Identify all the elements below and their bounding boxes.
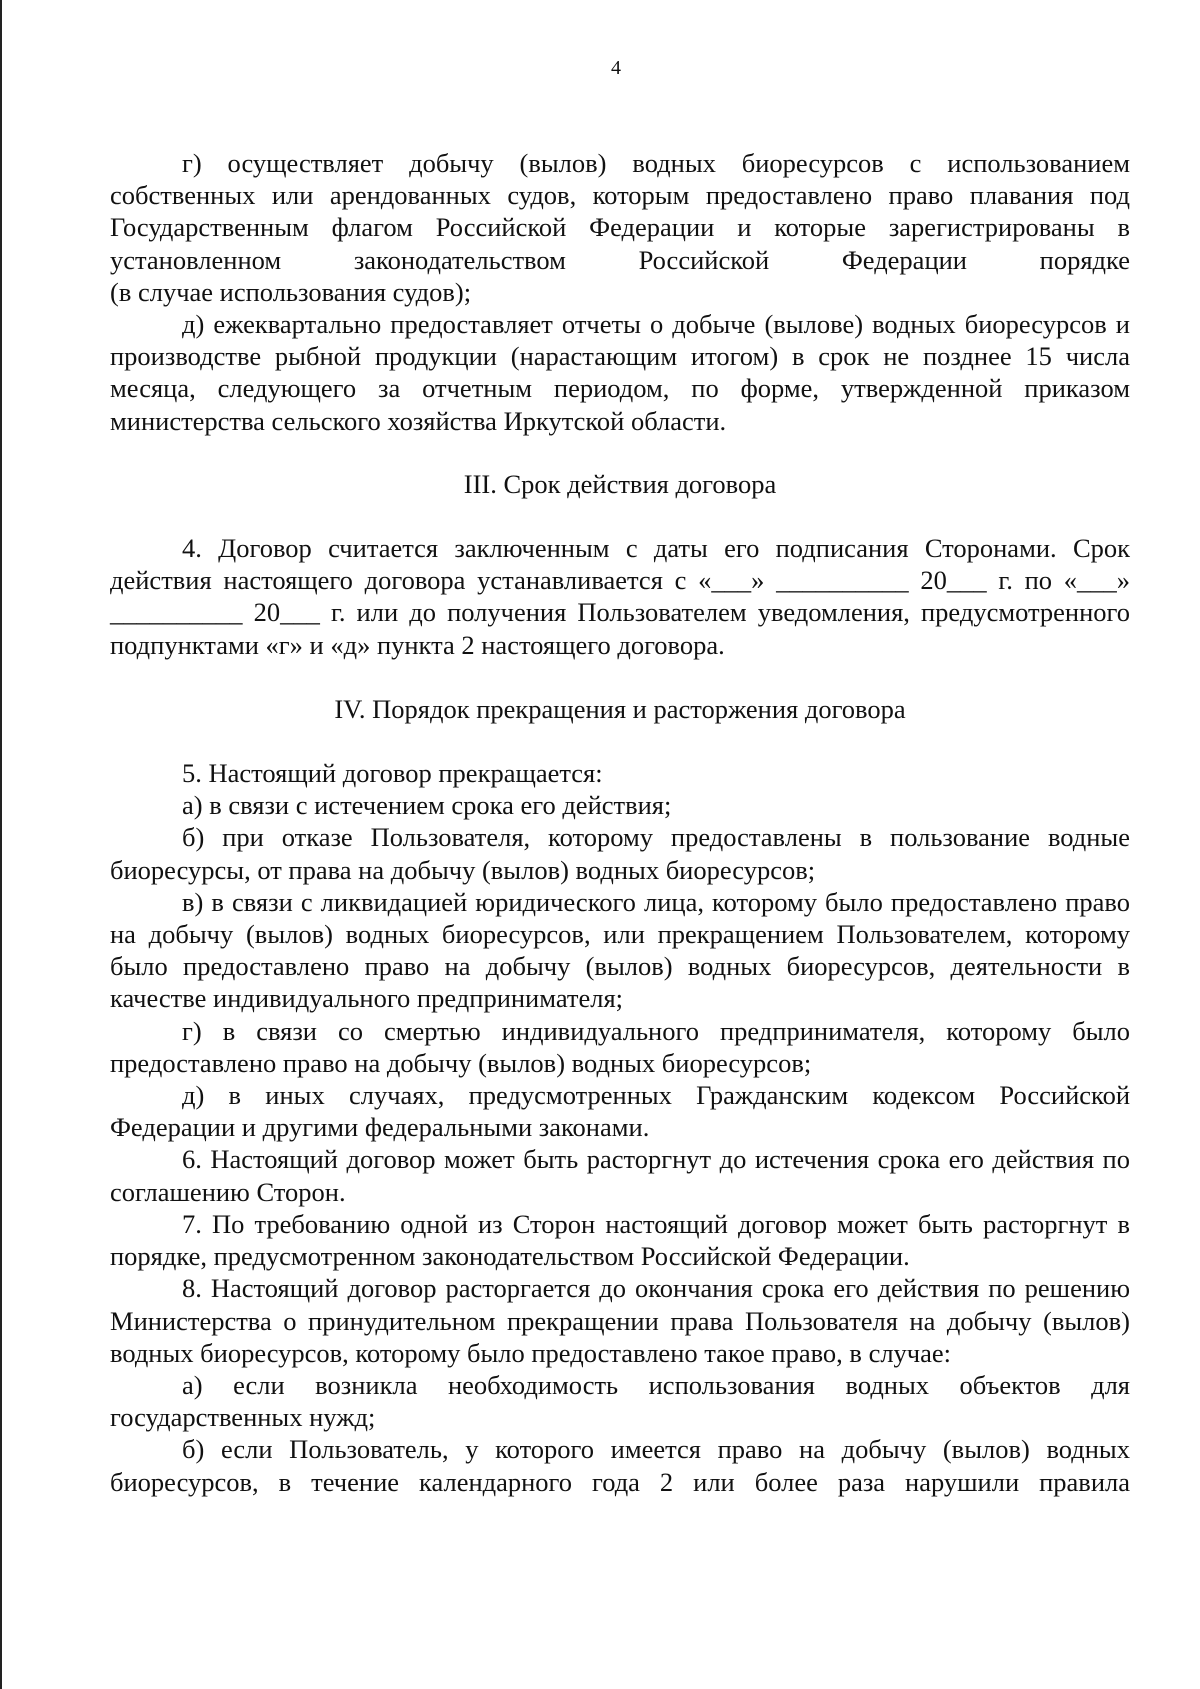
paragraph-item-d-reports: д) ежеквартально предоставляет отчеты о добыче (вылове) водных биоресурсов и производстве рыбной продукции (нарастающим итогом) в срок не позднее 15 числа месяца, следующего за отчетным периодом, по форме, утвержденной приказом министерства сельского хозяйства Иркутской области.: [110, 309, 1130, 436]
paragraph-5-termination: 5. Настоящий договор прекращается:: [182, 758, 603, 789]
paragraph-5b: б) при отказе Пользователя, которому предоставлены в пользование водные биоресурсы, от права на добычу (вылов) водных биоресурсов;: [110, 822, 1130, 885]
paragraph-8: 8. Настоящий договор расторгается до окончания срока его действия по решению Министерства о принудительном прекращении права Пользователя на добычу (вылов) водных биоресурсов, которому было предоставлено такое право, в случае:: [110, 1273, 1130, 1368]
paragraph-7: 7. По требованию одной из Сторон настоящий договор может быть расторгнут в порядке, предусмотренном законодательством Российской Федерации.: [110, 1208, 1130, 1272]
page-number: 4: [611, 57, 621, 79]
paragraph-5g: г) в связи со смертью индивидуального предпринимателя, которому было предоставлено право на добычу (вылов) водных биоресурсов;: [110, 1015, 1130, 1078]
paragraph-8a: а) если возникла необходимость использования водных объектов для государственных нужд;: [110, 1369, 1130, 1433]
paragraph-5a: а) в связи с истечением срока его действия;: [182, 790, 672, 821]
paragraph-4-term: 4. Договор считается заключенным с даты его подписания Сторонами. Срок действия настоящего договора устанавливается с «___» __________ 20___ г. по «___» __________ 20___ г. или до получения Пользователем уведомления, предусмотренного подпунктами «г» и «д» пункта 2 настоящего договора.: [110, 533, 1130, 660]
paragraph-item-g-vessels: г) осуществляет добычу (вылов) водных биоресурсов с использованием собственных или арендованных судов, которым предоставлено право плавания под Государственным флагом Российской Федерации и которые зарегистрированы в установленном законодательством Российской Федерации порядке: [110, 148, 1130, 275]
paragraph-8b: б) если Пользователь, у которого имеется право на добычу (вылов) водных биоресурсов, в течение календарного года 2 или более раза нарушили правила: [110, 1434, 1130, 1497]
paragraph-item-g-continuation: (в случае использования судов);: [110, 276, 472, 307]
paragraph-6: 6. Настоящий договор может быть расторгнут до истечения срока его действия по соглашению Сторон.: [110, 1144, 1130, 1207]
paragraph-5d: д) в иных случаях, предусмотренных Гражданским кодексом Российской Федерации и другими федеральными законами.: [110, 1080, 1130, 1143]
section-3-heading: III. Срок действия договора: [463, 468, 777, 499]
document-body: [110, 147, 1130, 1498]
section-4-heading: IV. Порядок прекращения и расторжения договора: [334, 693, 906, 724]
paragraph-5v: в) в связи с ликвидацией юридического лица, которому было предоставлено право на добычу (вылов) водных биоресурсов, или прекращением Пользователем, которому было предоставлено право на добычу (вылов) водных биоресурсов, деятельности в качестве индивидуального предпринимателя;: [110, 886, 1130, 1014]
scan-left-edge: [0, 0, 2, 1689]
